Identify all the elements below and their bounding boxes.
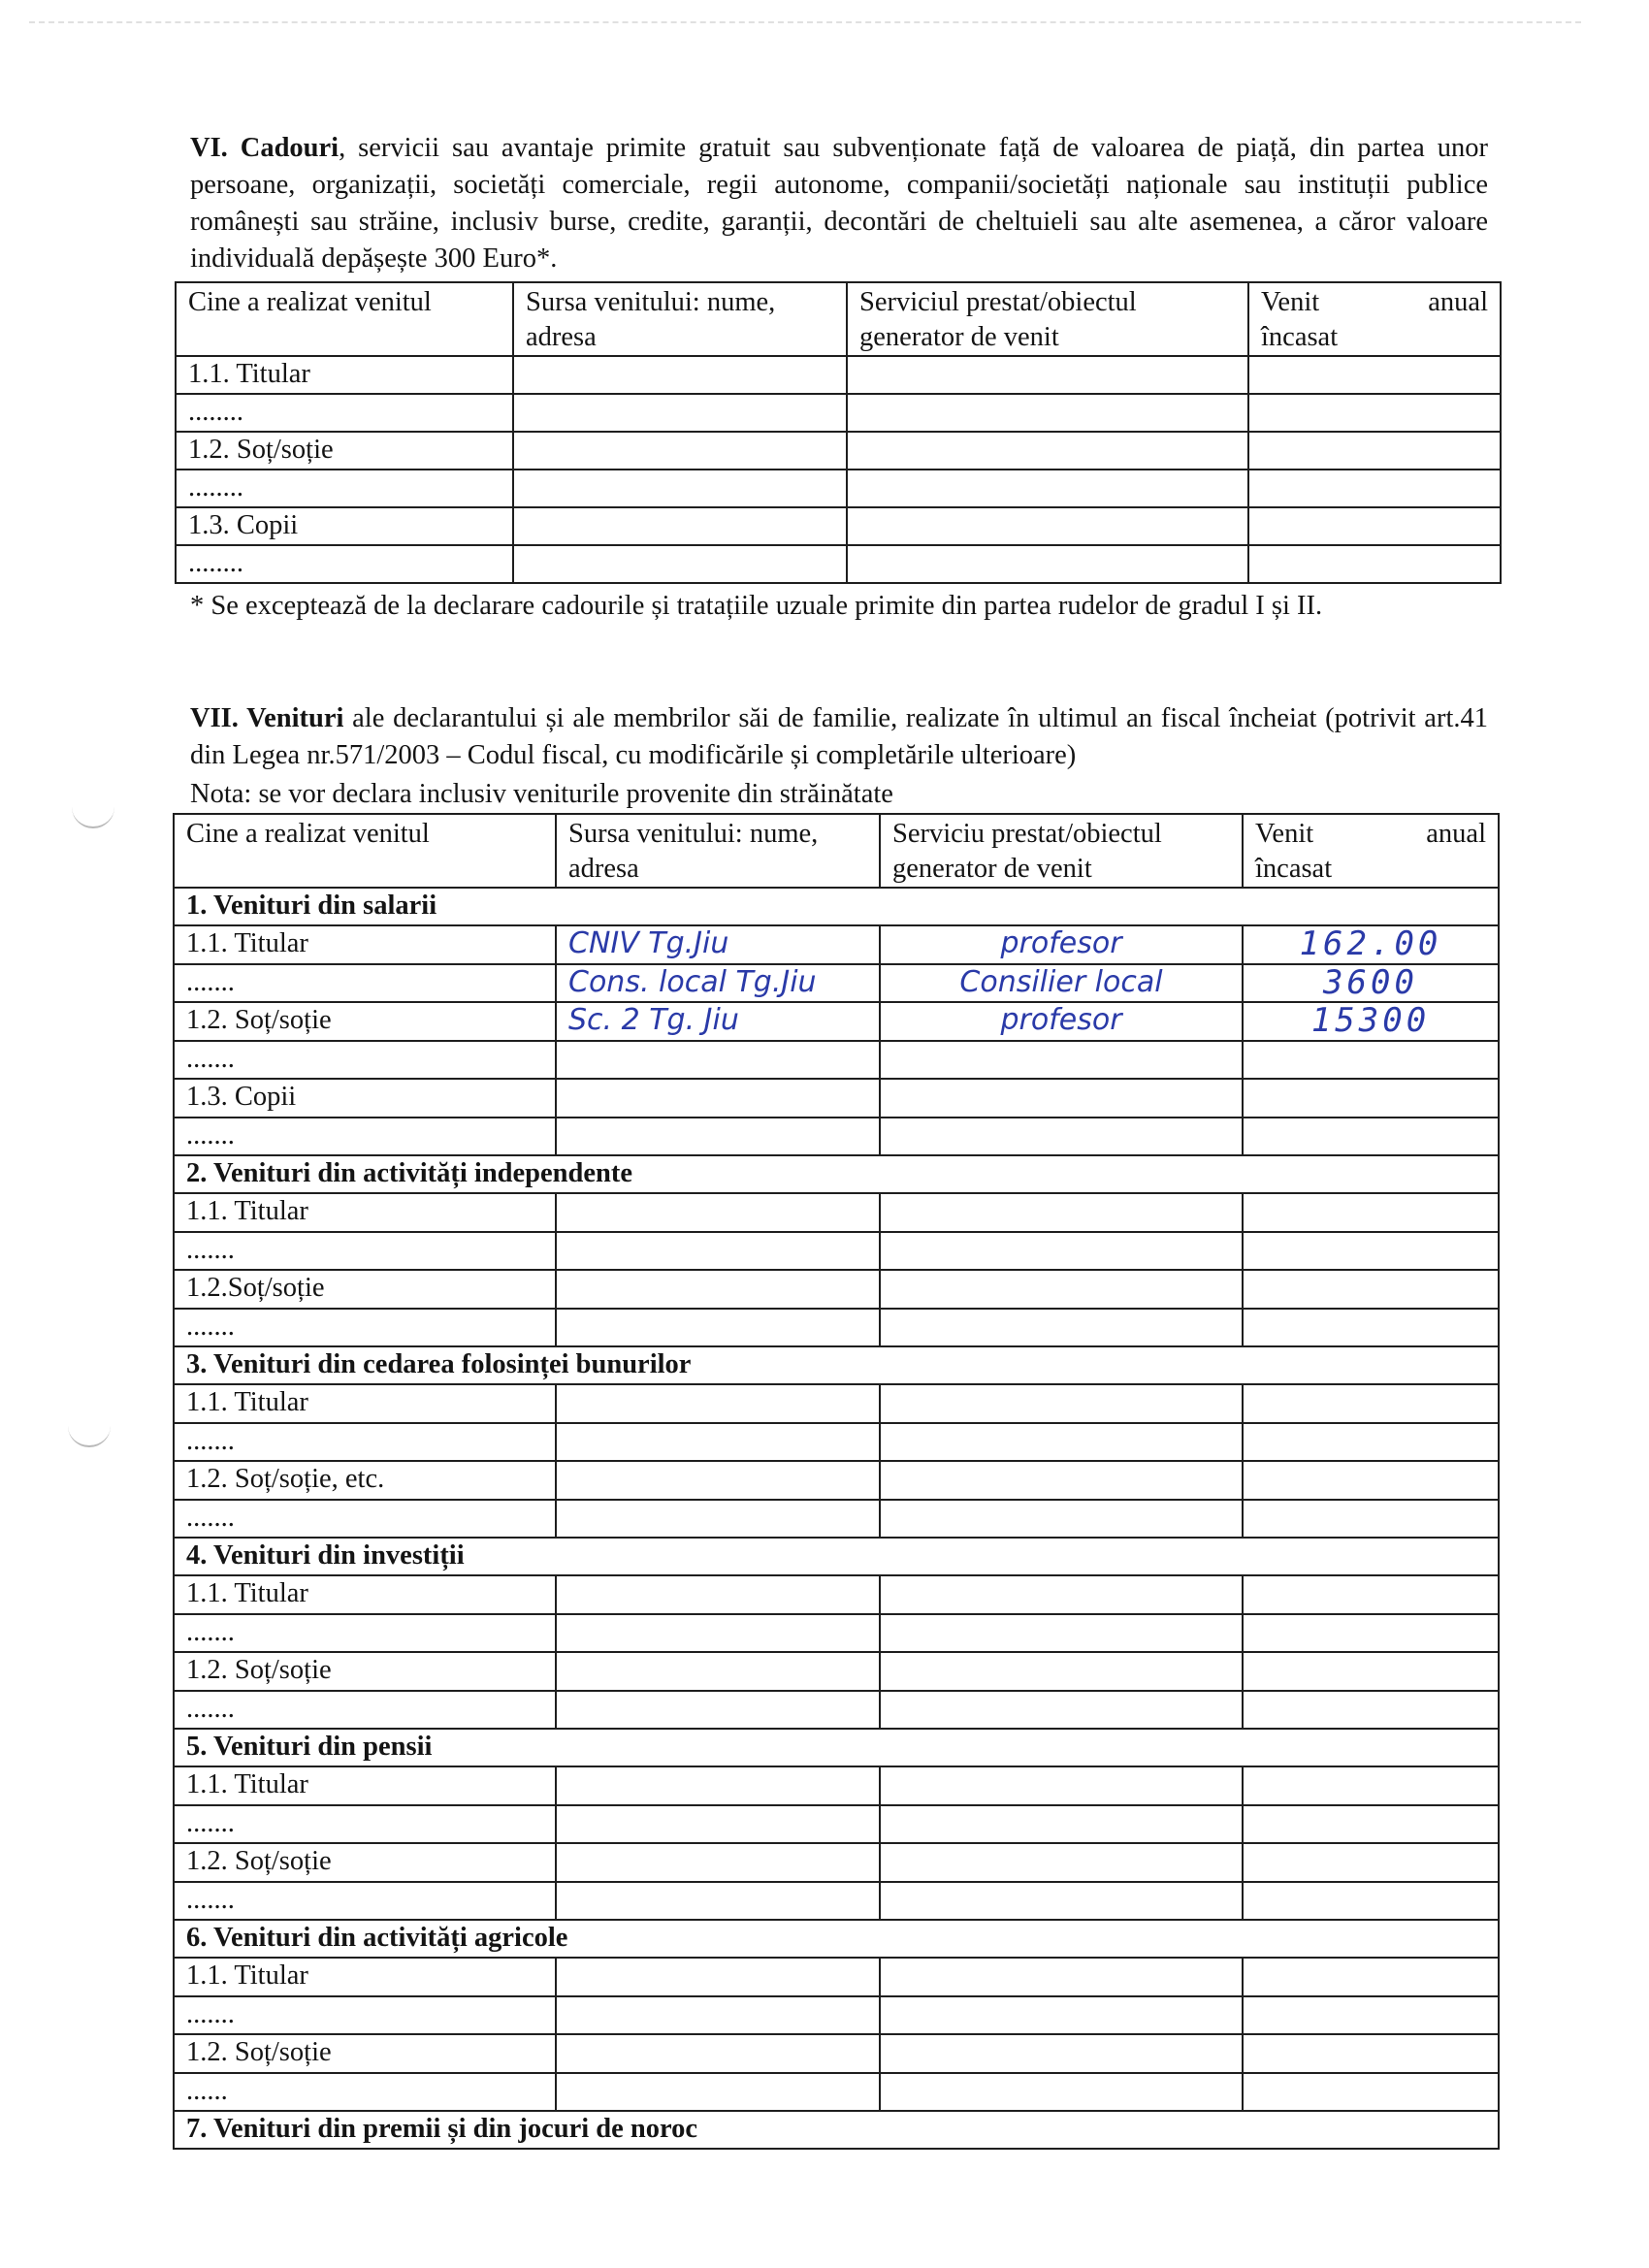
gifts-table-row [176,507,1501,545]
income-row [174,1575,1499,1614]
income-cell [1243,1652,1499,1691]
source-cell [556,1691,880,1730]
section7-heading: VII. Venituri [190,703,344,733]
col-header-service: Serviciu prestat/obiectul generator de venit [880,814,1243,888]
income-row [174,1996,1499,2035]
source-cell [556,1958,880,1996]
service-cell [880,1614,1243,1653]
source-cell [556,1652,880,1691]
income-cell [1243,1193,1499,1232]
income-row [174,964,1499,1003]
income-cell [1243,1270,1499,1309]
income-row [174,1423,1499,1462]
income-cell [1243,1575,1499,1614]
income-row [174,1805,1499,1844]
income-cell [1243,1309,1499,1347]
service-cell [847,432,1248,470]
handwritten-service: profesor [1000,926,1122,960]
source-cell [556,1193,880,1232]
service-cell [847,470,1248,507]
row-label: ........ [176,545,513,583]
row-label: ....... [174,1805,556,1844]
income-cell [1243,925,1499,964]
income-group-title-row [174,1155,1499,1193]
source-cell [556,1232,880,1271]
income-group-title-row [174,1538,1499,1575]
row-label: ....... [174,1614,556,1653]
row-label: 1.2. Soț/soție [174,1652,556,1691]
service-cell [847,394,1248,432]
row-label: 1.2. Soț/soție [174,1002,556,1041]
gifts-table [175,281,1502,584]
service-cell [880,1500,1243,1539]
income-row [174,1232,1499,1271]
income-group-title-row [174,1920,1499,1958]
source-cell [556,1843,880,1882]
income-cell [1243,1002,1499,1041]
income-row [174,1652,1499,1691]
income-cell [1243,1843,1499,1882]
income-cell [1248,507,1501,545]
section7-intro-text: ale declarantului și ale membrilor săi de familie, realizate în ultimul an fiscal încheiat (potrivit art.41 din Legea nr.571/2003 – Codul fiscal, cu modificările și completările ulterioare) [190,703,1488,770]
income-row [174,1309,1499,1347]
source-cell [556,1002,880,1041]
service-cell [880,1996,1243,2035]
service-cell [880,1309,1243,1347]
source-cell [556,1309,880,1347]
service-cell [880,925,1243,964]
income-cell [1243,1500,1499,1539]
row-label: ....... [174,1309,556,1347]
handwritten-source: CNIV Tg.Jiu [568,926,729,960]
source-cell [556,1614,880,1653]
row-label: ........ [176,394,513,432]
income-group-title-row [174,1729,1499,1766]
row-label: 1.1. Titular [174,925,556,964]
income-row [174,1384,1499,1423]
row-label: ....... [174,1500,556,1539]
handwritten-service: Consilier local [959,964,1163,999]
row-label: 1.2. Soț/soție [176,432,513,470]
service-cell [847,545,1248,583]
col-header-source: Sursa venitului: nume, adresa [556,814,880,888]
income-row [174,1193,1499,1232]
income-row [174,1270,1499,1309]
section7-intro [190,700,1488,774]
service-cell [880,1766,1243,1805]
income-cell [1243,2073,1499,2112]
row-label: 1.2. Soț/soție [174,1843,556,1882]
income-row [174,1766,1499,1805]
row-label: 1.1. Titular [174,1958,556,1996]
income-row [174,1079,1499,1118]
income-group-title-row [174,2111,1499,2149]
source-cell [556,2073,880,2112]
gifts-table-row [176,432,1501,470]
source-cell [556,1270,880,1309]
income-cell [1243,1384,1499,1423]
service-cell [847,507,1248,545]
income-group-title-row [174,888,1499,925]
row-label: ....... [174,1232,556,1271]
row-label: 1.1. Titular [174,1384,556,1423]
service-cell [880,1843,1243,1882]
row-label: ....... [174,964,556,1003]
source-cell [556,1041,880,1080]
row-label: 1.2. Soț/soție [174,2034,556,2073]
row-label: 1.2.Soț/soție [174,1270,556,1309]
source-cell [556,1575,880,1614]
income-cell [1243,1958,1499,1996]
income-cell [1243,2034,1499,2073]
income-group-title-row [174,1346,1499,1384]
source-cell [556,1805,880,1844]
source-cell [556,1461,880,1500]
source-cell [556,925,880,964]
handwritten-source: Sc. 2 Tg. Jiu [568,1003,739,1037]
service-cell [880,2073,1243,2112]
income-row [174,1500,1499,1539]
income-cell [1243,964,1499,1003]
income-row [174,1002,1499,1041]
col-header-income [1243,814,1499,888]
service-cell [880,2034,1243,2073]
source-cell [513,356,847,394]
income-row [174,1041,1499,1080]
source-cell [513,394,847,432]
punch-hole-mark [68,1424,111,1447]
income-cell [1248,470,1501,507]
handwritten-income: 162.00 [1299,925,1442,963]
income-cell [1248,545,1501,583]
gifts-table-row [176,470,1501,507]
row-label: ....... [174,1423,556,1462]
row-label: 1.1. Titular [174,1575,556,1614]
income-table-header [174,814,1499,888]
handwritten-income: 15300 [1310,1002,1431,1040]
income-cell [1243,1996,1499,2035]
handwritten-source: Cons. local Tg.Jiu [568,964,817,999]
income-cell [1243,1423,1499,1462]
income-row [174,2073,1499,2112]
col-header-income-c: încasat [1255,854,1333,884]
row-label: 1.3. Copii [176,507,513,545]
source-cell [556,1079,880,1118]
income-group-title: 2. Venituri din activități independente [174,1155,1499,1193]
row-label: ....... [174,1041,556,1080]
income-group-title: 3. Venituri din cedarea folosinței bunurilor [174,1346,1499,1384]
source-cell [556,1996,880,2035]
row-label: 1.1. Titular [174,1193,556,1232]
income-row [174,1118,1499,1156]
source-cell [513,432,847,470]
service-cell [880,1691,1243,1730]
source-cell [556,1766,880,1805]
income-row [174,1461,1499,1500]
row-label: 1.1. Titular [174,1766,556,1805]
scan-edge-noise [29,21,1581,52]
col-header-who: Cine a realizat venitul [176,282,513,356]
income-cell [1248,394,1501,432]
income-row [174,2034,1499,2073]
col-header-source: Sursa venitului: nume, adresa [513,282,847,356]
income-group-title: 4. Venituri din investiții [174,1538,1499,1575]
service-cell [880,1958,1243,1996]
service-cell [880,1193,1243,1232]
service-cell [880,1882,1243,1921]
punch-hole-mark [72,805,114,828]
handwritten-income: 3600 [1323,963,1418,1002]
gifts-table-row [176,545,1501,583]
source-cell [556,1500,880,1539]
service-cell [880,1461,1243,1500]
income-table [173,813,1500,2150]
income-cell [1248,356,1501,394]
service-cell [880,1079,1243,1118]
section6-intro [190,130,1488,277]
service-cell [880,1423,1243,1462]
income-group-title: 7. Venituri din premii și din jocuri de noroc [174,2111,1499,2149]
row-label: 1.3. Copii [174,1079,556,1118]
handwritten-service: profesor [1000,1003,1122,1037]
service-cell [880,1270,1243,1309]
service-cell [880,1652,1243,1691]
row-label: ....... [174,1118,556,1156]
income-row [174,1614,1499,1653]
income-row [174,1882,1499,1921]
service-cell [880,1384,1243,1423]
service-cell [880,964,1243,1003]
gifts-table-body [176,356,1501,583]
col-header-income-b: anual [1428,287,1488,317]
income-row [174,925,1499,964]
income-cell [1243,1614,1499,1653]
row-label: ........ [176,470,513,507]
income-cell [1243,1118,1499,1156]
income-cell [1243,1079,1499,1118]
source-cell [556,1384,880,1423]
row-label: 1.1. Titular [176,356,513,394]
gifts-table-row [176,356,1501,394]
service-cell [880,1575,1243,1614]
income-cell [1248,432,1501,470]
service-cell [847,356,1248,394]
row-label: ....... [174,1691,556,1730]
col-header-income-c: încasat [1261,322,1339,352]
section6-footnote: * Se exceptează de la declarare cadourile și tratațiile uzuale primite din partea rudelor de gradul I și II. [190,591,1323,621]
source-cell [556,964,880,1003]
section6-intro-text: , servicii sau avantaje primite gratuit sau subvenționate față de valoarea de piață, din partea unor persoane, organizații, societăți comerciale, regii autonome, companii/societăți naționale sau instituții publice românești sau străine, inclusiv burse, credite, garanții, decontări de cheltuieli sau alte asemenea, a căror valoare individuală depășește 300 Euro*. [190,133,1488,274]
income-row [174,1958,1499,1996]
col-header-who: Cine a realizat venitul [174,814,556,888]
gifts-table-row [176,394,1501,432]
service-cell [880,1805,1243,1844]
row-label: 1.2. Soț/soție, etc. [174,1461,556,1500]
source-cell [556,1882,880,1921]
row-label: ...... [174,2073,556,2112]
income-cell [1243,1805,1499,1844]
income-table-body [174,888,1499,2149]
col-header-income [1248,282,1501,356]
col-header-income-b: anual [1426,819,1486,849]
income-cell [1243,1041,1499,1080]
service-cell [880,1041,1243,1080]
income-cell [1243,1766,1499,1805]
col-header-service: Serviciul prestat/obiectul generator de venit [847,282,1248,356]
row-label: ....... [174,1882,556,1921]
income-group-title: 6. Venituri din activități agricole [174,1920,1499,1958]
income-cell [1243,1691,1499,1730]
section6-heading: VI. Cadouri [190,133,340,163]
service-cell [880,1232,1243,1271]
income-cell [1243,1232,1499,1271]
gifts-table-header [176,282,1501,356]
row-label: ....... [174,1996,556,2035]
service-cell [880,1002,1243,1041]
income-group-title: 5. Venituri din pensii [174,1729,1499,1766]
source-cell [556,1118,880,1156]
section7-note: Nota: se vor declara inclusiv veniturile provenite din străinătate [190,779,893,809]
income-row [174,1691,1499,1730]
source-cell [513,470,847,507]
source-cell [556,2034,880,2073]
income-cell [1243,1461,1499,1500]
col-header-income-a: Venit [1255,819,1314,849]
source-cell [513,507,847,545]
source-cell [556,1423,880,1462]
service-cell [880,1118,1243,1156]
income-group-title: 1. Venituri din salarii [174,888,1499,925]
income-cell [1243,1882,1499,1921]
col-header-income-a: Venit [1261,287,1320,317]
income-row [174,1843,1499,1882]
source-cell [513,545,847,583]
